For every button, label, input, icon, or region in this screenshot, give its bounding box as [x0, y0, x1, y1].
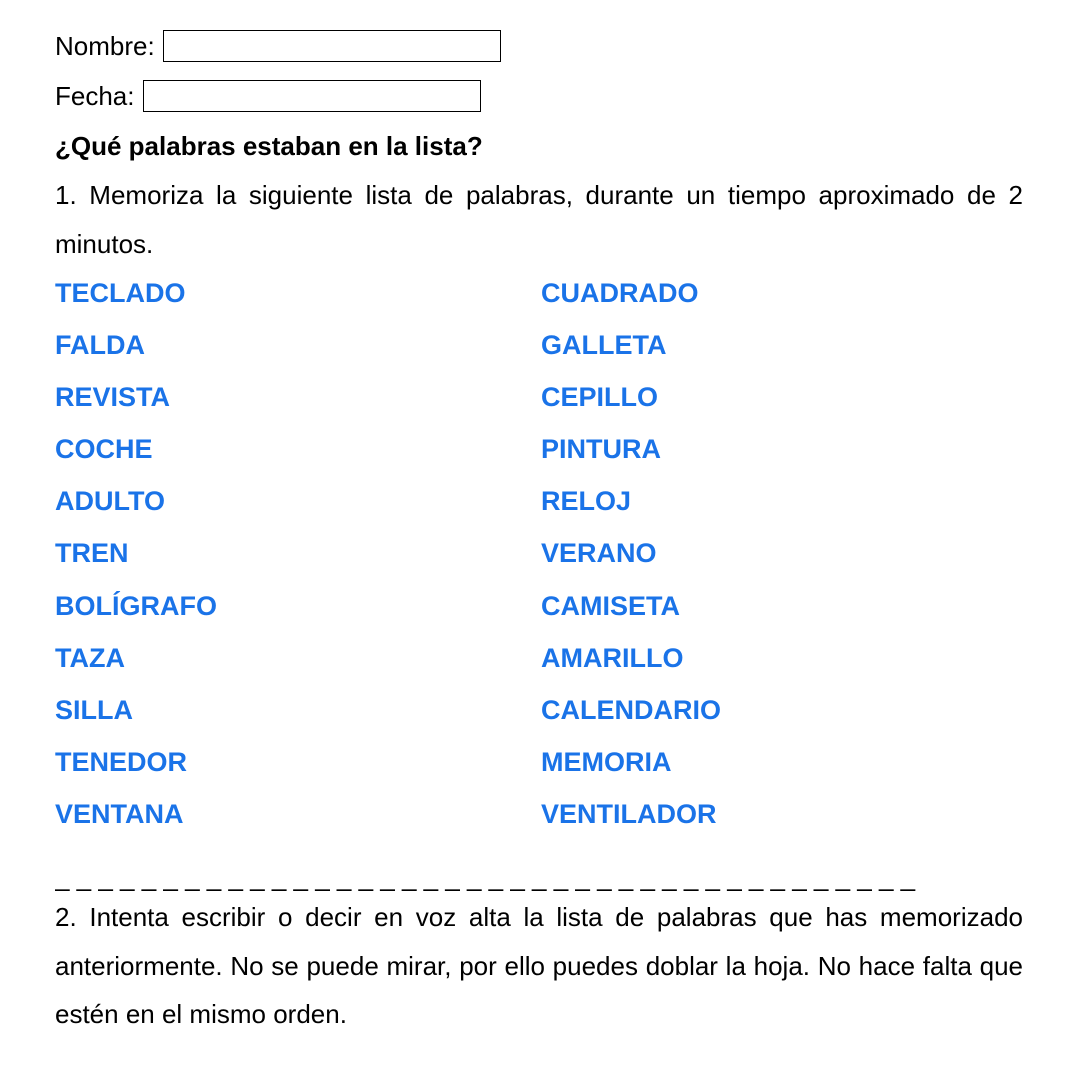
list-item: SILLA: [55, 694, 133, 725]
word-list-right: [541, 268, 721, 841]
list-item: TREN: [55, 538, 129, 569]
list-item: AMARILLO: [541, 642, 684, 673]
list-item: TAZA: [55, 642, 125, 673]
date-row: [55, 80, 481, 112]
instruction-1: 1. Memoriza la siguiente lista de palabras, durante un tiempo aproximado de 2 minutos.: [55, 180, 1023, 259]
list-item: FALDA: [55, 330, 145, 361]
list-item: TENEDOR: [55, 746, 188, 777]
name-label: Nombre:: [55, 31, 155, 61]
fold-separator: _ _ _ _ _ _ _ _ _ _ _ _ _ _ _ _ _ _ _ _ _ _ _ _ _ _ _ _ _ _ _ _ _ _ _ _ _ _ _ _: [55, 862, 916, 892]
list-item: COCHE: [55, 434, 153, 465]
list-item: VENTANA: [55, 798, 184, 829]
list-item: RELOJ: [541, 486, 632, 517]
name-row: [55, 30, 501, 62]
list-item: REVISTA: [55, 382, 171, 413]
instruction-2: 2. Intenta escribir o decir en voz alta la lista de palabras que has memorizado anteriormente. No se puede mirar, por ello puedes doblar la hoja. No hace falta que estén en el mismo orden.: [55, 902, 1023, 1029]
date-field[interactable]: [143, 80, 481, 112]
list-item: TECLADO: [55, 278, 186, 308]
list-item: MEMORIA: [541, 746, 672, 777]
list-item: PINTURA: [541, 434, 661, 465]
list-item: CUADRADO: [541, 278, 699, 308]
list-item: CALENDARIO: [541, 694, 721, 725]
list-item: CEPILLO: [541, 382, 659, 413]
list-item: BOLÍGRAFO: [55, 590, 217, 621]
list-item: ADULTO: [55, 486, 165, 517]
list-item: VERANO: [541, 538, 657, 569]
word-list-left: [55, 268, 217, 841]
list-item: GALLETA: [541, 330, 667, 361]
name-field[interactable]: [163, 30, 501, 62]
list-item: CAMISETA: [541, 590, 680, 621]
page-title: ¿Qué palabras estaban en la lista?: [55, 131, 483, 161]
date-label: Fecha:: [55, 81, 135, 111]
list-item: VENTILADOR: [541, 798, 717, 829]
